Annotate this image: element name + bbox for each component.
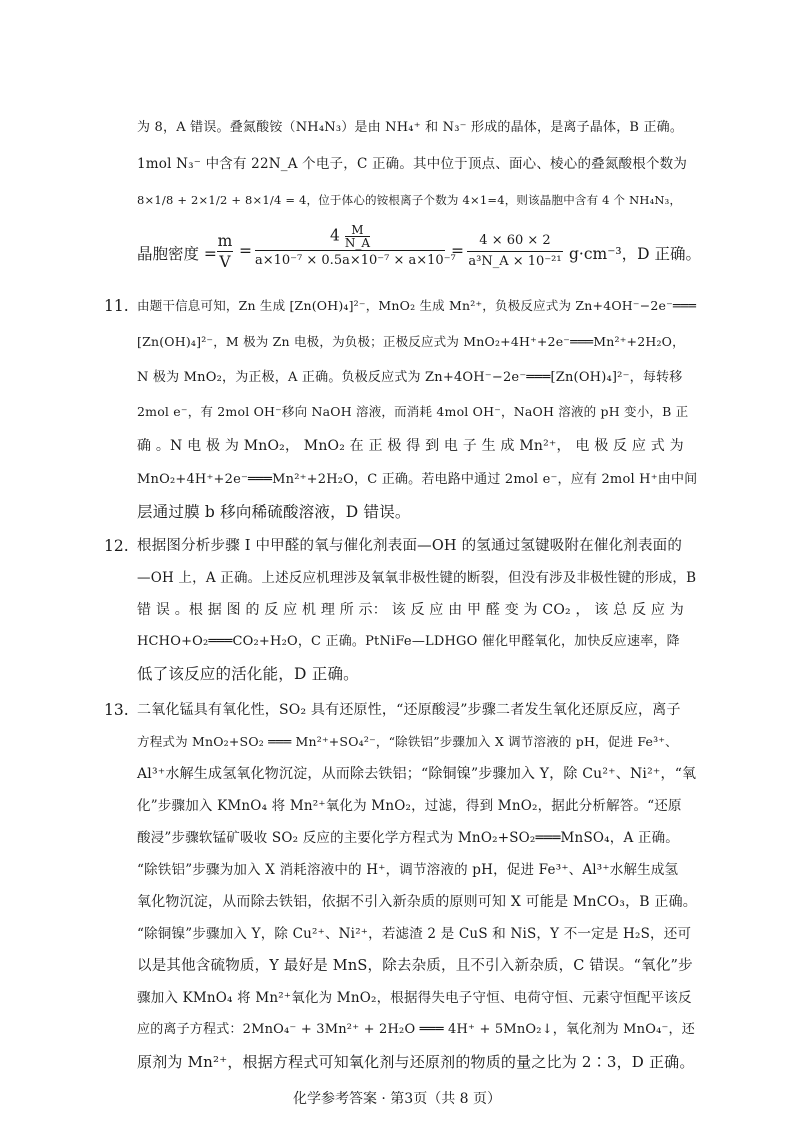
question-number: 12. [104, 537, 129, 555]
question-number: 11. [104, 297, 129, 315]
text-line: Al³⁺水解生成氢氧化物沉淀，从而除去铁铝；“除铜镍”步骤加入 Y，除 Cu²⁺、Ni²⁺，“氧 [137, 766, 697, 782]
text-line: 1mol N₃⁻ 中含有 22N_A 个电子，C 正确。其中位于顶点、面心、棱心的叠氮酸根个数为 [137, 156, 688, 172]
text-line: 应的离子方程式：2MnO₄⁻ + 3Mn²⁺ + 2H₂O ═══ 4H⁺ + 5MnO₂↓，氧化剂为 MnO₄⁻，还 [137, 1022, 695, 1037]
density-result-fraction: 4 × 60 × 2 a³N_A × 10⁻²¹ [468, 233, 562, 269]
text-line: —OH 上，A 正确。上述反应机理涉及氧氧非极性键的断裂，但没有涉及非极性键的形成，B [137, 570, 697, 586]
text-line: “除铁铝”步骤为加入 X 消耗溶液中的 H⁺，调节溶液的 pH，促进 Fe³⁺、Al³⁺水解生成氢 [137, 862, 679, 878]
text-line: “除铜镍”步骤加入 Y，除 Cu²⁺、Ni²⁺，若滤渣 2 是 CuS 和 NiS，Y 不一定是 H₂S，还可 [137, 926, 692, 942]
text-line: 以是其他含硫物质，Y 最好是 MnS，除去杂质，且不引入新杂质，C 错误。“氧化”步 [137, 958, 693, 974]
text-line: 2mol e⁻，有 2mol OH⁻移向 NaOH 溶液，而消耗 4mol OH⁻，NaOH 溶液的 pH 变小，B 正 [137, 404, 689, 419]
page-footer: 化学参考答案 · 第3页（共 8 页） [292, 1091, 502, 1107]
text-line: 确 。N 电 极 为 MnO₂， MnO₂ 在 正 极 得 到 电 子 生 成 Mn²⁺， 电 极 反 应 式 为 [137, 438, 684, 454]
question-number: 13. [104, 701, 129, 719]
text-line: 原剂为 Mn²⁺，根据方程式可知氧化剂与还原剂的物质的量之比为 2∶3，D 正确。 [137, 1053, 695, 1071]
text-line: 层通过膜 b 移向稀硫酸溶液，D 错误。 [137, 503, 411, 521]
text-line: 根据图分析步骤 I 中甲醛的氧与催化剂表面—OH 的氢通过氢键吸附在催化剂表面的 [137, 538, 683, 554]
density-formula: 晶胞密度 = m V = 4 $\frac{M}{N\_A}$ a×10⁻⁷ × 0.5a×10⁻⁷ × a×10⁻⁷ = 4 × 60 × 2 a³N_A × 10⁻²¹ g·cm⁻³，D 正确。 [137, 223, 701, 271]
text-line: 低了该反应的活化能，D 正确。 [137, 665, 359, 683]
formula-label: 晶胞密度 = [137, 245, 217, 263]
text-line: 酸浸”步骤软锰矿吸收 SO₂ 反应的主要化学方程式为 MnO₂+SO₂═══MnSO₄，A 正确。 [137, 830, 680, 846]
text-line: 方程式为 MnO₂+SO₂ ═══ Mn²⁺+SO₄²⁻，“除铁铝”步骤加入 X 调节溶液的 pH，促进 Fe³⁺、 [137, 734, 678, 749]
text-line: 错 误 。根 据 图 的 反 应 机 理 所 示： 该 反 应 由 甲 醛 变 为 CO₂ ， 该 总 反 应 为 [137, 602, 684, 618]
text-line: 为 8，A 错误。叠氮酸铵（NH₄N₃）是由 NH₄⁺ 和 N₃⁻ 形成的晶体，是离子晶体，B 正确。 [137, 120, 684, 135]
text-line: N 极为 MnO₂，为正极，A 正确。负极反应式为 Zn+4OH⁻−2e⁻═══[Zn(OH)₄]²⁻，每转移 [137, 370, 683, 385]
text-line: 化”步骤加入 KMnO₄ 将 Mn²⁺氧化为 MnO₂，过滤，得到 MnO₂，据此分析解答。“还原 [137, 798, 682, 814]
text-line: HCHO+O₂═══CO₂+H₂O，C 正确。PtNiFe—LDHGO 催化甲醛氧化，加快反应速率，降 [137, 634, 680, 649]
text-line: MnO₂+4H⁺+2e⁻═══Mn²⁺+2H₂O，C 正确。若电路中通过 2mol e⁻，应有 2mol H⁺由中间 [137, 472, 698, 487]
m-over-v-fraction: m V [217, 232, 233, 271]
text-line: 8×1/8 + 2×1/2 + 8×1/4 = 4，位于体心的铵根离子个数为 4×1=4，则该晶胞中含有 4 个 NH₄N₃， [137, 193, 682, 207]
text-line: 氧化物沉淀，从而除去铁铝，依据不引入新杂质的原则可知 X 可能是 MnCO₃，B 正确。 [137, 894, 698, 910]
text-line: 由题干信息可知，Zn 生成 [Zn(OH)₄]²⁻，MnO₂ 生成 Mn²⁺，负极反应式为 Zn+4OH⁻−2e⁻═══ [137, 298, 697, 313]
text-line: [Zn(OH)₄]²⁻，M 极为 Zn 电极，为负极；正极反应式为 MnO₂+4H⁺+2e⁻═══Mn²⁺+2H₂O， [137, 334, 685, 349]
text-line: 二氧化锰具有氧化性，SO₂ 具有还原性，“还原酸浸”步骤二者发生氧化还原反应，离子 [137, 702, 681, 718]
density-big-fraction: 4 $\frac{M}{N\_A}$ a×10⁻⁷ × 0.5a×10⁻⁷ × a×10⁻⁷ [255, 223, 456, 268]
text-line: 骤加入 KMnO₄ 将 Mn²⁺氧化为 MnO₂，根据得失电子守恒、电荷守恒、元素守恒配平该反 [137, 990, 692, 1006]
